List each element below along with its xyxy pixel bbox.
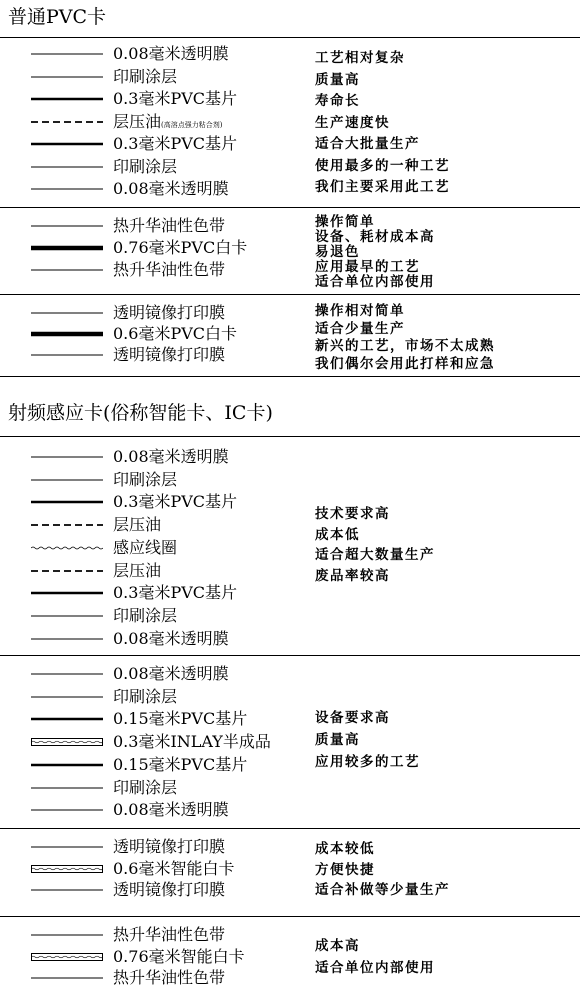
layer-name: 透明镜像打印膜	[113, 345, 226, 364]
layer-line-wavybox	[31, 736, 103, 748]
layer-line-thin	[31, 929, 103, 941]
layer-line-thin	[31, 451, 103, 463]
group-divider	[0, 294, 580, 295]
layer-name: 0.6毫米PVC白卡	[113, 324, 238, 343]
group-divider	[0, 916, 580, 917]
layer-line-medium	[31, 759, 103, 771]
process-note: 工艺相对复杂	[315, 50, 405, 66]
layer-label	[113, 605, 178, 625]
group-divider	[0, 828, 580, 829]
layer-name: 0.3毫米PVC基片	[113, 583, 238, 603]
layer-label	[113, 326, 237, 342]
layer-name: 热升华油性色带	[113, 925, 226, 944]
process-note: 技术要求高	[315, 506, 390, 522]
layer-line-thin	[31, 841, 103, 853]
layer-line-dashed	[31, 519, 103, 531]
process-note: 使用最多的一种工艺	[315, 157, 450, 174]
layer-line-medium	[31, 496, 103, 508]
process-note: 适合少量生产	[315, 320, 405, 337]
process-note: 应用较多的工艺	[315, 754, 420, 770]
layer-name: 0.76毫米智能白卡	[113, 946, 245, 966]
process-note: 易退色	[315, 244, 360, 260]
process-note: 适合单位内部使用	[315, 959, 435, 976]
layer-name: 印刷涂层	[113, 66, 178, 86]
layer-label	[113, 136, 237, 152]
layer-name: 0.3毫米INLAY半成品	[113, 732, 271, 752]
layer-label	[113, 777, 178, 797]
layer-label	[113, 858, 235, 878]
layer-name: 0.15毫米PVC基片	[113, 709, 248, 729]
layer-line-thin	[31, 804, 103, 816]
layer-line-thin	[31, 668, 103, 680]
layer-name: 热升华油性色带	[113, 216, 226, 235]
layer-label	[113, 46, 229, 62]
layer-label	[113, 449, 229, 465]
layer-name: 印刷涂层	[113, 777, 178, 797]
group-divider	[0, 207, 580, 208]
layer-name: 透明镜像打印膜	[113, 837, 226, 856]
layer-line-thick	[31, 242, 103, 254]
process-note: 操作简单	[315, 214, 375, 230]
layer-name: 层压油	[113, 560, 162, 580]
layer-line-thin	[31, 884, 103, 896]
process-note: 适合单位内部使用	[315, 274, 435, 290]
process-note: 适合补做等少量生产	[315, 882, 450, 898]
layer-label	[113, 111, 223, 131]
layer-line-thin	[31, 220, 103, 232]
layer-name: 0.76毫米PVC白卡	[113, 238, 248, 257]
process-note: 我们偶尔会用此打样和应急	[315, 355, 495, 372]
layer-label	[113, 517, 161, 533]
layer-label	[113, 66, 178, 86]
layer-label	[113, 946, 245, 966]
layer-label	[113, 970, 225, 986]
layer-label	[113, 585, 237, 601]
layer-name: 印刷涂层	[113, 156, 178, 176]
layer-name: 0.3毫米PVC基片	[113, 89, 238, 108]
section-title: 射频感应卡(俗称智能卡、IC卡)	[8, 402, 273, 424]
layer-label	[113, 927, 225, 943]
process-note: 新兴的工艺，市场不太成熟	[315, 338, 495, 354]
layer-label	[113, 537, 178, 557]
process-note: 应用最早的工艺	[315, 259, 420, 275]
process-note: 成本低	[315, 526, 360, 543]
process-note: 适合大批量生产	[315, 136, 420, 152]
layer-name: 0.08毫米透明膜	[113, 800, 229, 820]
layer-label	[113, 734, 271, 750]
layer-label	[113, 494, 237, 510]
group-divider	[0, 655, 580, 656]
process-note: 质量高	[315, 71, 360, 88]
process-note: 设备要求高	[315, 710, 390, 726]
layer-name: 0.08毫米透明膜	[113, 179, 229, 198]
layer-line-thin	[31, 161, 103, 173]
layer-label	[113, 802, 229, 818]
layer-name: 透明镜像打印膜	[113, 303, 226, 322]
layer-label	[113, 711, 247, 727]
layer-line-thin	[31, 48, 103, 60]
layer-label	[113, 469, 178, 489]
process-note: 方便快捷	[315, 861, 375, 878]
layer-label	[113, 628, 229, 648]
layer-line-wavybox	[31, 863, 103, 875]
layer-line-dashed	[31, 116, 103, 128]
layer-line-wavy	[31, 542, 103, 554]
process-note: 适合超大数量生产	[315, 547, 435, 563]
section-title: 普通PVC卡	[8, 6, 107, 28]
process-note: 成本高	[315, 938, 360, 954]
layer-name: 0.08毫米透明膜	[113, 447, 229, 466]
layer-name: 0.08毫米透明膜	[113, 44, 229, 63]
layer-line-medium	[31, 587, 103, 599]
layer-name: 层压油	[113, 111, 162, 131]
layer-label	[113, 347, 225, 363]
layer-name: 层压油	[113, 515, 162, 535]
layer-line-medium	[31, 713, 103, 725]
layer-label	[113, 262, 225, 278]
layer-label	[113, 666, 229, 682]
layer-line-thin	[31, 183, 103, 195]
layer-line-medium	[31, 93, 103, 105]
layer-name: 印刷涂层	[113, 686, 178, 706]
layer-line-thin	[31, 307, 103, 319]
layer-line-thin	[31, 349, 103, 361]
layer-line-medium	[31, 138, 103, 150]
layer-label	[113, 882, 225, 898]
layer-name: 0.6毫米智能白卡	[113, 858, 235, 878]
layer-name: 透明镜像打印膜	[113, 880, 226, 899]
layer-line-thin	[31, 782, 103, 794]
layer-line-thin	[31, 633, 103, 645]
layer-name: 热升华油性色带	[113, 968, 226, 987]
layer-line-thick	[31, 328, 103, 340]
process-note: 废品率较高	[315, 567, 390, 584]
layer-line-thin	[31, 691, 103, 703]
layer-line-dashed	[31, 565, 103, 577]
group-divider	[0, 376, 580, 377]
layer-note: (高溶点强力粘合剂)	[161, 120, 223, 129]
process-note: 生产速度快	[315, 114, 390, 131]
layer-name: 0.08毫米透明膜	[113, 664, 229, 683]
layer-name: 0.15毫米PVC基片	[113, 754, 248, 774]
layer-line-thin	[31, 264, 103, 276]
layer-name: 感应线圈	[113, 537, 178, 557]
layer-line-thin	[31, 71, 103, 83]
section-divider	[0, 436, 580, 437]
layer-label	[113, 91, 237, 107]
layer-label	[113, 686, 178, 706]
layer-line-thin	[31, 972, 103, 984]
process-note: 寿命长	[315, 93, 360, 109]
layer-line-thin	[31, 610, 103, 622]
layer-name: 0.3毫米PVC基片	[113, 492, 238, 512]
layer-label	[113, 218, 225, 234]
layer-label	[113, 754, 248, 774]
process-note: 设备、耗材成本高	[315, 229, 435, 245]
layer-name: 印刷涂层	[113, 605, 178, 625]
layer-label	[113, 560, 162, 580]
process-note: 操作相对简单	[315, 303, 405, 319]
process-note: 成本较低	[315, 841, 375, 857]
layer-label	[113, 305, 225, 321]
section-divider	[0, 37, 580, 38]
layer-name: 0.3毫米PVC基片	[113, 134, 238, 153]
layer-name: 热升华油性色带	[113, 260, 226, 279]
layer-label	[113, 181, 229, 197]
layer-label	[113, 240, 247, 256]
layer-name: 印刷涂层	[113, 469, 178, 489]
layer-name: 0.08毫米透明膜	[113, 628, 229, 648]
layer-line-thin	[31, 474, 103, 486]
layer-line-wavybox	[31, 951, 103, 963]
process-note: 质量高	[315, 732, 360, 748]
layer-label	[113, 156, 178, 176]
layer-label	[113, 839, 225, 855]
process-note: 我们主要采用此工艺	[315, 179, 450, 195]
